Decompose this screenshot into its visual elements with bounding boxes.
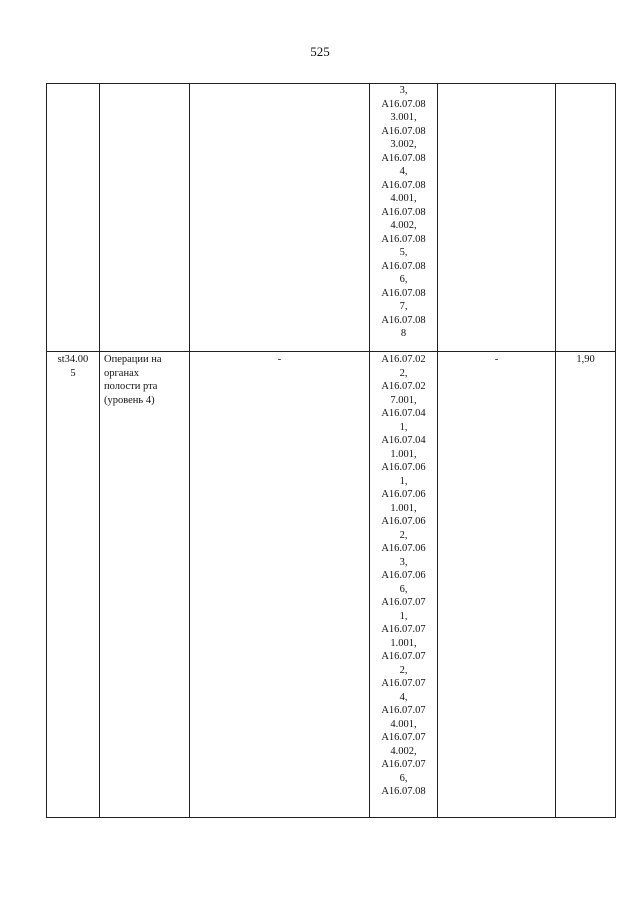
services-cell: 3, A16.07.08 3.001, A16.07.08 3.002, A16.07.08 4, A16.07.08 4.001, A16.07.08 4.002, A16.07.08 5, A16.07.08 6, A16.07.08 7, A16.07.08 8	[370, 84, 438, 352]
code-cell	[47, 84, 100, 352]
services-cell: A16.07.02 2, A16.07.02 7.001, A16.07.04 1, A16.07.04 1.001, A16.07.06 1, A16.07.06 1.001, A16.07.06 2, A16.07.06 3, A16.07.06 6, A16.07.07 1, A16.07.07 1.001, A16.07.07 2, A16.07.07 4, A16.07.07 4.001, A16.07.07 4.002, A16.07.07 6, A16.07.08	[370, 352, 438, 818]
tariff-table	[46, 83, 616, 818]
table-row	[47, 352, 616, 818]
coefficient-cell	[556, 84, 616, 352]
coefficient-cell: 1,90	[556, 352, 616, 818]
name-cell: Операции на органах полости рта (уровень 4)	[100, 352, 190, 818]
extra-criteria-cell	[438, 84, 556, 352]
page-number: 525	[310, 44, 330, 59]
extra-criteria-cell: -	[438, 352, 556, 818]
code-cell: st34.00 5	[47, 352, 100, 818]
criteria-cell	[190, 84, 370, 352]
criteria-cell: -	[190, 352, 370, 818]
table-row	[47, 84, 616, 352]
name-cell	[100, 84, 190, 352]
